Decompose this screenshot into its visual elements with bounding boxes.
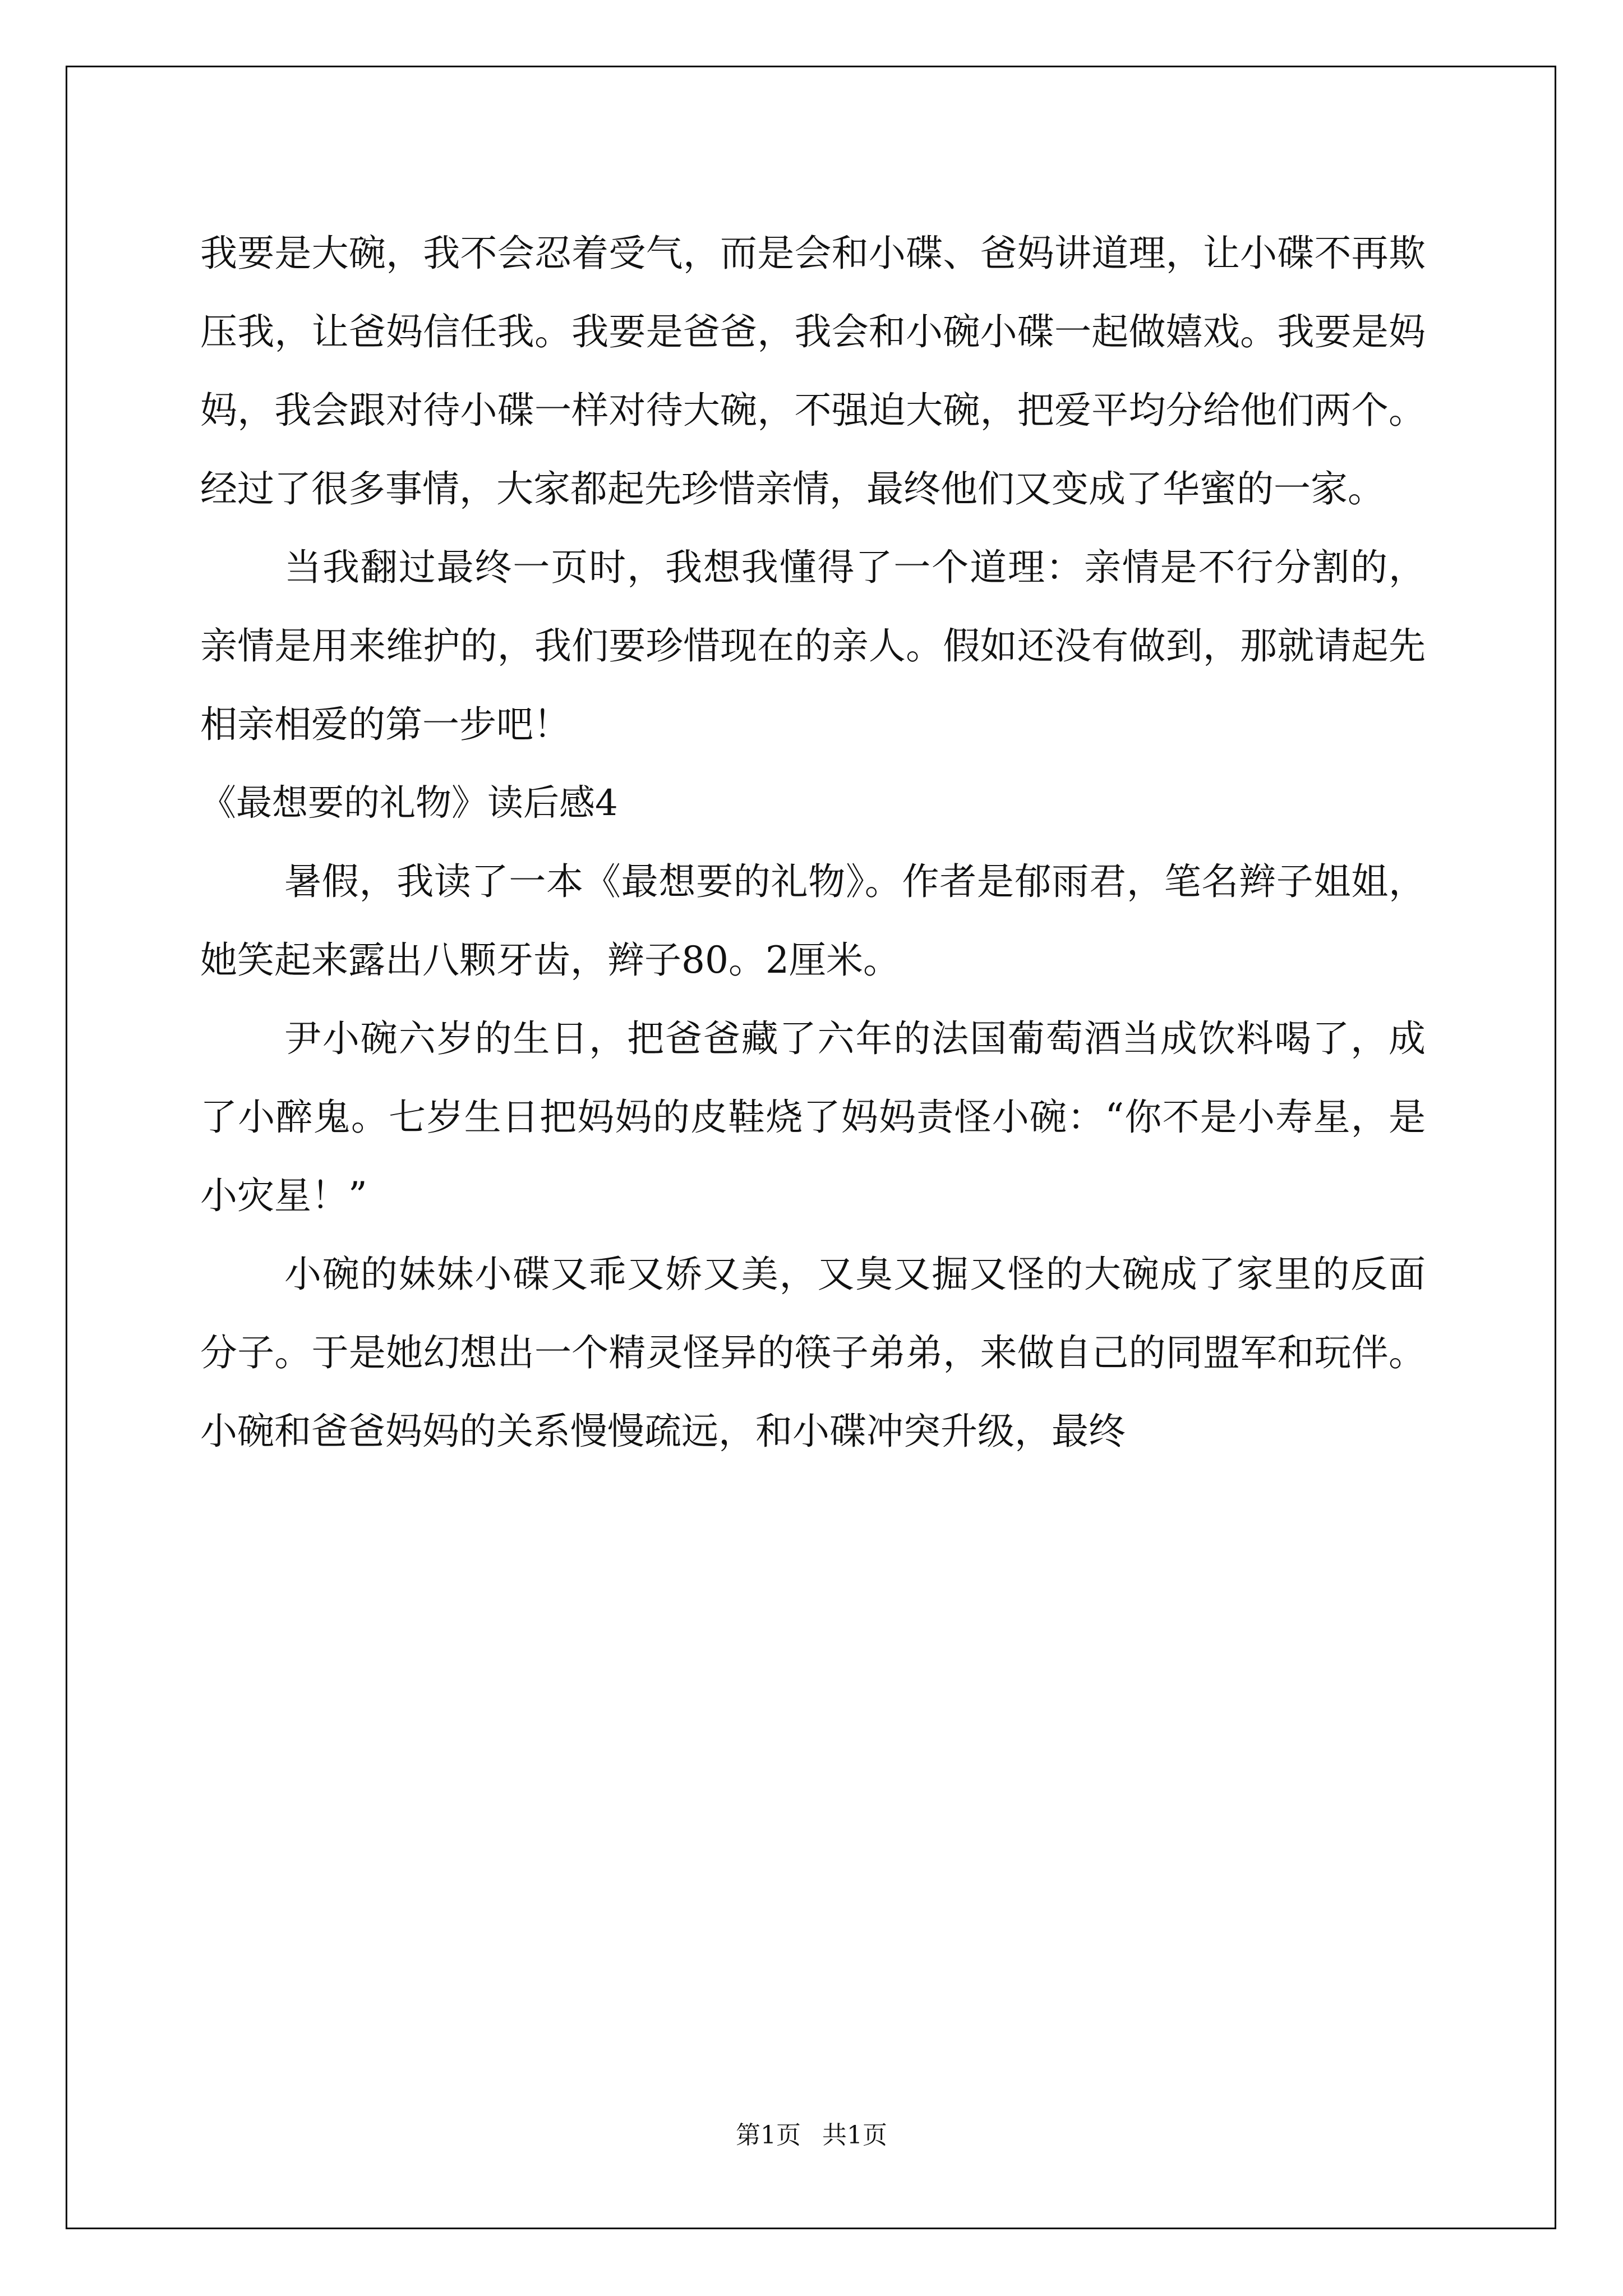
paragraph-1: 我要是大碗，我不会忍着受气，而是会和小碟、爸妈讲道理，让小碟不再欺压我，让爸妈信任我。我要是爸爸，我会和小碗小碟一起做嬉戏。我要是妈妈，我会跟对待小碟一样对待大碗，不强迫大碗，把爱平均分给他们两个。经过了很多事情，大家都起先珍惜亲情，最终他们又变成了华蜜的一家。 (200, 232, 1426, 510)
paragraph-3: 暑假，我读了一本《最想要的礼物》。作者是郁雨君，笔名辫子姐姐，她笑起来露出八颗牙齿，辫子80。2厘米。 (200, 860, 1426, 982)
paragraph-5: 小碗的妹妹小碟又乖又娇又美，又臭又掘又怪的大碗成了家里的反面分子。于是她幻想出一个精灵怪异的筷子弟弟，来做自己的同盟军和玩伴。小碗和爸爸妈妈的关系慢慢疏远，和小碟冲突升级，最终 (200, 1253, 1426, 1453)
paragraph-2: 当我翻过最终一页时，我想我懂得了一个道理：亲情是不行分割的，亲情是用来维护的，我们要珍惜现在的亲人。假如还没有做到，那就请起先相亲相爱的第一步吧！ (200, 546, 1426, 746)
document-body (200, 214, 1426, 1471)
page-footer (0, 2115, 1623, 2151)
page-number: 第1页 (736, 2121, 801, 2150)
section-heading: 《最想要的礼物》读后感4 (200, 783, 618, 824)
page-total: 共1页 (822, 2121, 887, 2150)
paragraph-4: 尹小碗六岁的生日，把爸爸藏了六年的法国葡萄酒当成饮料喝了，成了小醉鬼。七岁生日把妈妈的皮鞋烧了妈妈责怪小碗：“你不是小寿星，是小灾星！” (200, 1017, 1426, 1217)
